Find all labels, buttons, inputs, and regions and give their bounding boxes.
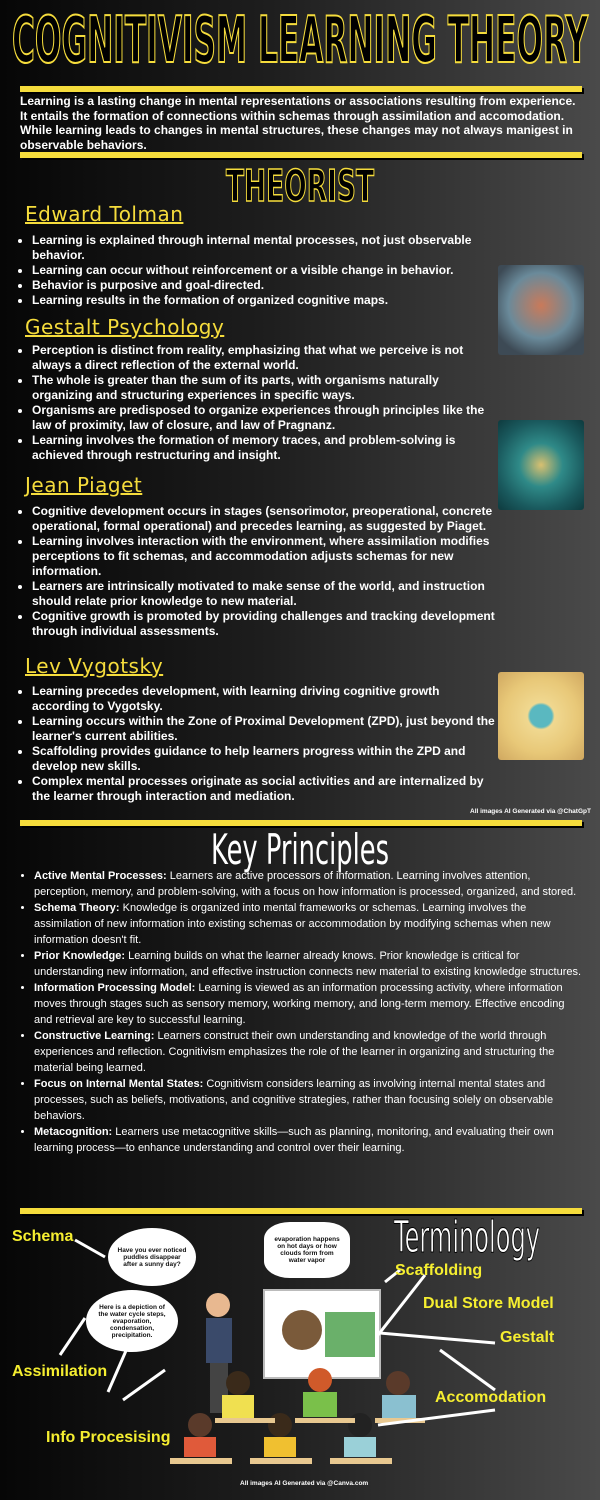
page-title: COGNITIVISM LEARNING THEORY: [12, 4, 589, 78]
speech-bubble: Have you ever noticed puddles disappear after a sunny day?: [108, 1228, 196, 1286]
list-item: • The whole is greater than the sum of its parts, with organisms naturally organizing and structuring experiences in specific ways.: [32, 373, 498, 403]
desc: Learning builds on what the learner already knows. Prior knowledge is critical for understanding new information, and effective instruction connects new material to existing knowledge structures.: [34, 950, 582, 978]
vygotsky-points: [18, 684, 498, 804]
list-item: [34, 1124, 582, 1156]
term-scaffolding: Scaffolding: [395, 1262, 483, 1279]
list-item: • Learning can occur without reinforcement or a visible change in behavior.: [32, 263, 498, 278]
list-item: [34, 868, 582, 900]
term: Metacognition:: [34, 1126, 113, 1138]
image-credit: All images AI Generated via @Canva.com: [240, 1480, 369, 1487]
theorist-heading-wrap: [225, 161, 375, 212]
term-assimilation: Assimilation: [12, 1363, 108, 1380]
divider: [20, 152, 582, 158]
list-item: • Learning is explained through internal mental processes, not just observable behavior.: [32, 233, 498, 263]
earth-drawing: [282, 1310, 322, 1350]
desc: Learners are active processors of information. Learning involves attention, perception, memory, and problem-solving, with a focus on how information is processed, organized, and stored.: [34, 870, 577, 898]
principles-list: [20, 868, 582, 1156]
term-gestalt: Gestalt: [500, 1329, 555, 1346]
teacher-body: [206, 1318, 232, 1363]
speech-bubble: evaporation happens on hot days or how clouds form from water vapor: [264, 1222, 350, 1278]
list-item: • Learning precedes development, with learning driving cognitive growth according to Vygotsky.: [32, 684, 498, 714]
zpd-diagram-image: [498, 672, 584, 760]
teacher-head: [206, 1293, 230, 1317]
theorist-name-tolman: Edward Tolman: [25, 202, 184, 226]
key-principles-heading-wrap: [210, 825, 390, 874]
term: Focus on Internal Mental States:: [34, 1078, 204, 1090]
divider: [20, 86, 582, 92]
theorist-heading: THEORIST: [226, 161, 374, 212]
gestalt-points: [18, 343, 498, 463]
term: Active Mental Processes:: [34, 870, 167, 882]
term: Information Processing Model:: [34, 982, 196, 994]
desc: Learners construct their own understanding and knowledge of the world through experiences and reflection. Cognitivism emphasizes the role of the learner in organizing and structuring the material being learned.: [34, 1030, 555, 1074]
brain-head-image: [498, 265, 584, 355]
theorist-name-gestalt: Gestalt Psychology: [25, 315, 225, 339]
list-item: • Behavior is purposive and goal-directed.: [32, 278, 498, 293]
list-item: [34, 948, 582, 980]
list-item: • Learning involves interaction with the environment, where assimilation modifies perceptions to fit schemas, and accommodation adjusts schemas for new information.: [32, 534, 498, 579]
list-item: • Learning results in the formation of organized cognitive maps.: [32, 293, 498, 308]
list-item: • Perception is distinct from reality, emphasizing that what we perceive is not always a direct reflection of the external world.: [32, 343, 498, 373]
gestalt-head-image: [498, 420, 584, 510]
theorist-name-vygotsky: Lev Vygotsky: [25, 654, 164, 678]
tolman-points: [18, 233, 498, 308]
list-item: • Learning involves the formation of memory traces, and problem-solving is achieved through restructuring and insight.: [32, 433, 498, 463]
theorist-name-piaget: Jean Piaget: [25, 473, 143, 497]
water-cycle-drawing: [325, 1312, 375, 1357]
desc: Knowledge is organized into mental frameworks or schemas. Learning involves the assimilation of new information into existing schemas or accommodation by modifying schemas when new information doesn't fit.: [34, 902, 551, 946]
list-item: • Learning occurs within the Zone of Proximal Development (ZPD), just beyond the learner's current abilities.: [32, 714, 498, 744]
desc: Learning is viewed as an information processing activity, where information moves through stages such as sensory memory, working memory, and long-term memory. Effective encoding and retrieval are key to successful learning.: [34, 982, 565, 1026]
list-item: • Cognitive development occurs in stages (sensorimotor, preoperational, concrete operational, formal operational) and precedes learning, as suggested by Piaget.: [32, 504, 498, 534]
list-item: [34, 1076, 582, 1124]
list-item: • Organisms are predisposed to organize experiences through principles like the law of proximity, law of closure, and law of Pragnanz.: [32, 403, 498, 433]
term-dual-store-model: Dual Store Model: [423, 1295, 554, 1312]
key-principles-heading: Key Principles: [211, 825, 389, 874]
list-item: • Scaffolding provides guidance to help learners progress within the ZPD and develop new skills.: [32, 744, 498, 774]
term-accomodation: Accomodation: [435, 1389, 547, 1406]
list-item: • Learners are intrinsically motivated to make sense of the world, and instruction should relate prior knowledge to new material.: [32, 579, 498, 609]
term-schema: Schema: [12, 1228, 74, 1245]
speech-bubble: Here is a depiction of the water cycle steps, evaporation, condensation, precipitation.: [86, 1290, 178, 1352]
list-item: [34, 1028, 582, 1076]
piaget-points: [18, 504, 498, 639]
term-info-processing: Info Procesising: [46, 1429, 171, 1446]
page-title-wrap: [10, 4, 590, 78]
desc: Cognitivism considers learning as involving internal mental states and processes, such as beliefs, motivations, and cognitive strategies, rather than focusing solely on observable behaviors.: [34, 1078, 554, 1122]
list-item: [34, 900, 582, 948]
terminology-heading: Terminology: [393, 1212, 540, 1263]
desc: Learners use metacognitive skills—such as planning, monitoring, and evaluating their own learning process—to enhance understanding and control over their learning.: [34, 1126, 554, 1154]
list-item: • Cognitive growth is promoted by providing challenges and tracking development through individual assessments.: [32, 609, 498, 639]
list-item: [34, 980, 582, 1028]
term: Schema Theory:: [34, 902, 120, 914]
term: Prior Knowledge:: [34, 950, 126, 962]
term: Constructive Learning:: [34, 1030, 155, 1042]
intro-text: Learning is a lasting change in mental representations or associations resulting from experience. It entails the formation of connections within schemas through assimilation and accomodation. While learning leads to changes in mental structures, these changes may not always manigest in observable behaviors.: [20, 94, 576, 152]
image-credit: All images AI Generated via @ChatGpT: [470, 808, 591, 815]
list-item: • Complex mental processes originate as social activities and are internalized by the learner through interaction and mediation.: [32, 774, 498, 804]
